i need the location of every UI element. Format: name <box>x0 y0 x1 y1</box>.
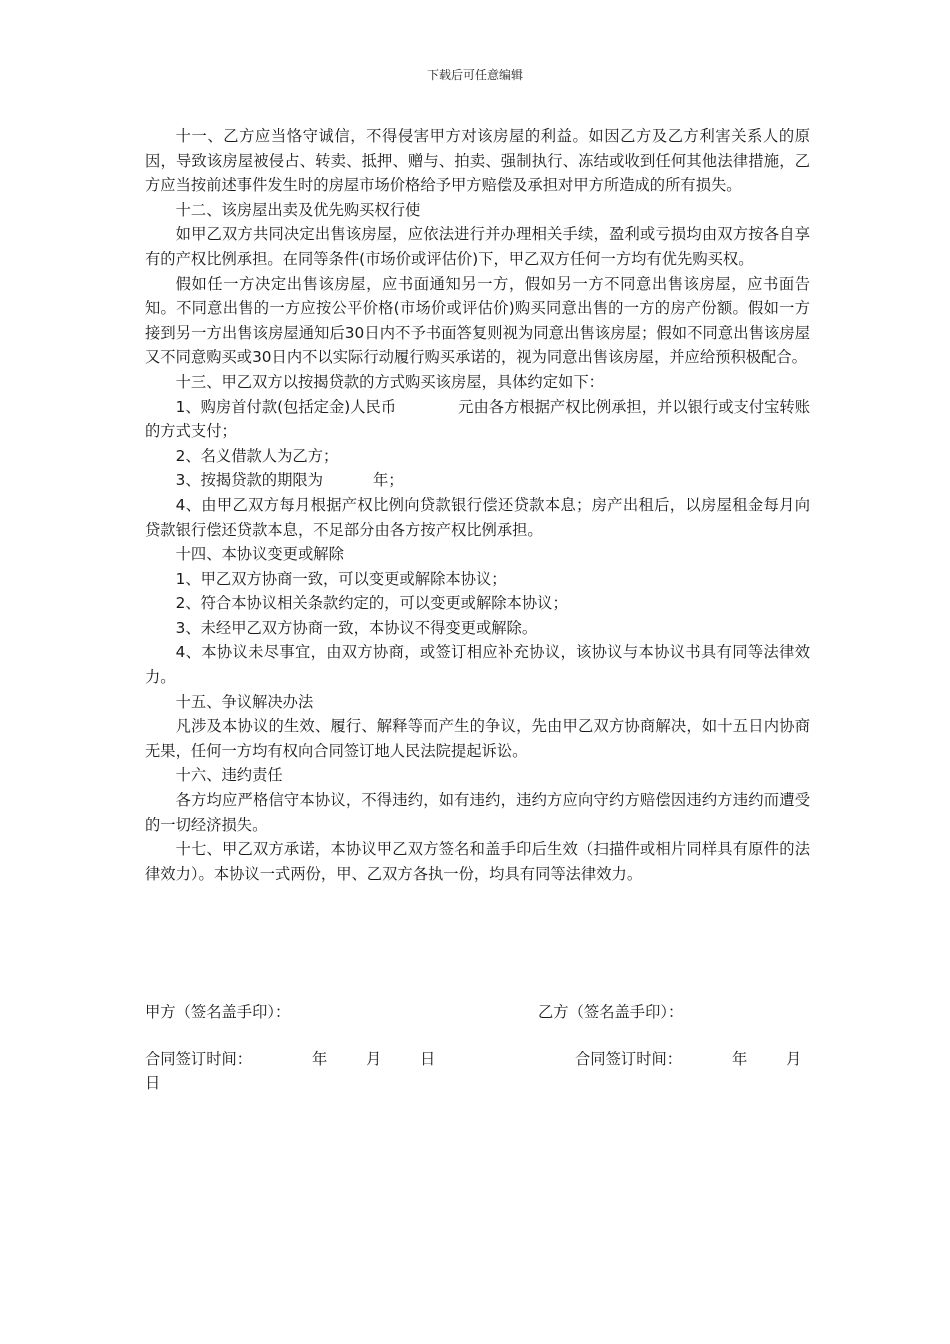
clause-17: 十七、甲乙双方承诺，本协议甲乙双方签名和盖手印后生效（扫描件或相片同样具有原件的法律效力）。本协议一式两份，甲、乙双方各执一份，均具有同等法律效力。 <box>145 840 810 883</box>
clause-13-item-4: 4、由甲乙双方每月根据产权比例向贷款银行偿还贷款本息；房产出租后，以房屋租金每月向贷款银行偿还贷款本息，不足部分由各方按产权比例承担。 <box>145 495 810 539</box>
signature-row <box>145 1000 810 1025</box>
down-payment-label: 1、购房首付款(包括定金)人民币 <box>175 397 397 416</box>
clause-14-item-3: 3、未经甲乙双方协商一致，本协议不得变更或解除。 <box>175 618 538 637</box>
party-a-date-label: 合同签订时间： <box>145 1050 253 1068</box>
party-a-signature-label: 甲方（签名盖手印）： <box>145 1003 291 1021</box>
page-header: 下载后可任意编辑 <box>426 68 523 82</box>
party-b-year: 年 <box>732 1050 748 1068</box>
down-payment-rest: 元由各方根据产权比例承担，并以银行或支付宝转账的方式支付； <box>145 397 810 441</box>
party-a-month: 月 <box>366 1050 382 1068</box>
clause-12-para-2: 假如任一方决定出售该房屋，应书面通知另一方，假如另一方不同意出售该房屋，应书面告知。不同意出售的一方应按公平价格(市场价或评估价)购买同意出售的一方的房产份额。假如一方接到另一方出售该房屋通知后30日内不予书面答复则视为同意出售该房屋；假如不同意出售该房屋又不同意购买或30日内不以实际行动履行购买承诺的，视为同意出售该房屋，并应给预积极配合。 <box>145 274 810 367</box>
clause-16-para: 各方均应严格信守本协议，不得违约，如有违约，违约方应向守约方赔偿因违约方违约而遭受的一切经济损失。 <box>145 791 810 834</box>
clause-14-item-4: 4、本协议未尽事宜，由双方协商，或签订相应补充协议，该协议与本协议书具有同等法律效力。 <box>145 643 810 687</box>
clause-12-para-1: 如甲乙双方共同决定出售该房屋，应依法进行并办理相关手续，盈利或亏损均由双方按各自享有的产权比例承担。在同等条件(市场价或评估价)下，甲乙双方任何一方均有优先购买权。 <box>145 225 810 268</box>
clause-11: 十一、乙方应当恪守诚信，不得侵害甲方对该房屋的利益。如因乙方及乙方利害关系人的原因，导致该房屋被侵占、转卖、抵押、赠与、拍卖、强制执行、冻结或收到任何其他法律措施，乙方应当按前述事件发生时的房屋市场价格给予甲方赔偿及承担对甲方所造成的所有损失。 <box>145 127 810 195</box>
loan-term-unit: 年； <box>373 471 404 490</box>
clause-16-heading: 十六、违约责任 <box>175 766 283 785</box>
clause-15-para: 凡涉及本协议的生效、履行、解释等而产生的争议，先由甲乙双方协商解决，如十五日内协商无果，任何一方均有权向合同签订地人民法院提起诉讼。 <box>145 717 810 760</box>
signing-date-row <box>145 1047 810 1097</box>
clause-14-item-1: 1、甲乙双方协商一致，可以变更或解除本协议； <box>175 569 507 588</box>
loan-term-label: 3、按揭贷款的期限为 <box>175 471 323 490</box>
party-b-day: 日 <box>145 1074 161 1092</box>
party-a-day: 日 <box>420 1050 436 1068</box>
clause-12-heading: 十二、该房屋出卖及优先购买权行使 <box>175 200 421 219</box>
party-b-date-label: 合同签订时间： <box>575 1050 683 1068</box>
party-b-signature-label: 乙方（签名盖手印）： <box>538 1003 684 1021</box>
clause-13-item-1 <box>145 395 810 444</box>
party-a-year: 年 <box>312 1050 328 1068</box>
clause-15-heading: 十五、争议解决办法 <box>175 692 314 711</box>
clause-14-heading: 十四、本协议变更或解除 <box>175 545 344 564</box>
party-b-month: 月 <box>786 1050 802 1068</box>
clause-13-item-3 <box>145 468 810 493</box>
document-body <box>145 124 810 886</box>
clause-14-item-2: 2、符合本协议相关条款约定的，可以变更或解除本协议； <box>175 594 568 613</box>
clause-13-item-2: 2、名义借款人为乙方； <box>175 446 339 465</box>
clause-13-heading: 十三、甲乙双方以按揭贷款的方式购买该房屋，具体约定如下： <box>175 372 604 391</box>
